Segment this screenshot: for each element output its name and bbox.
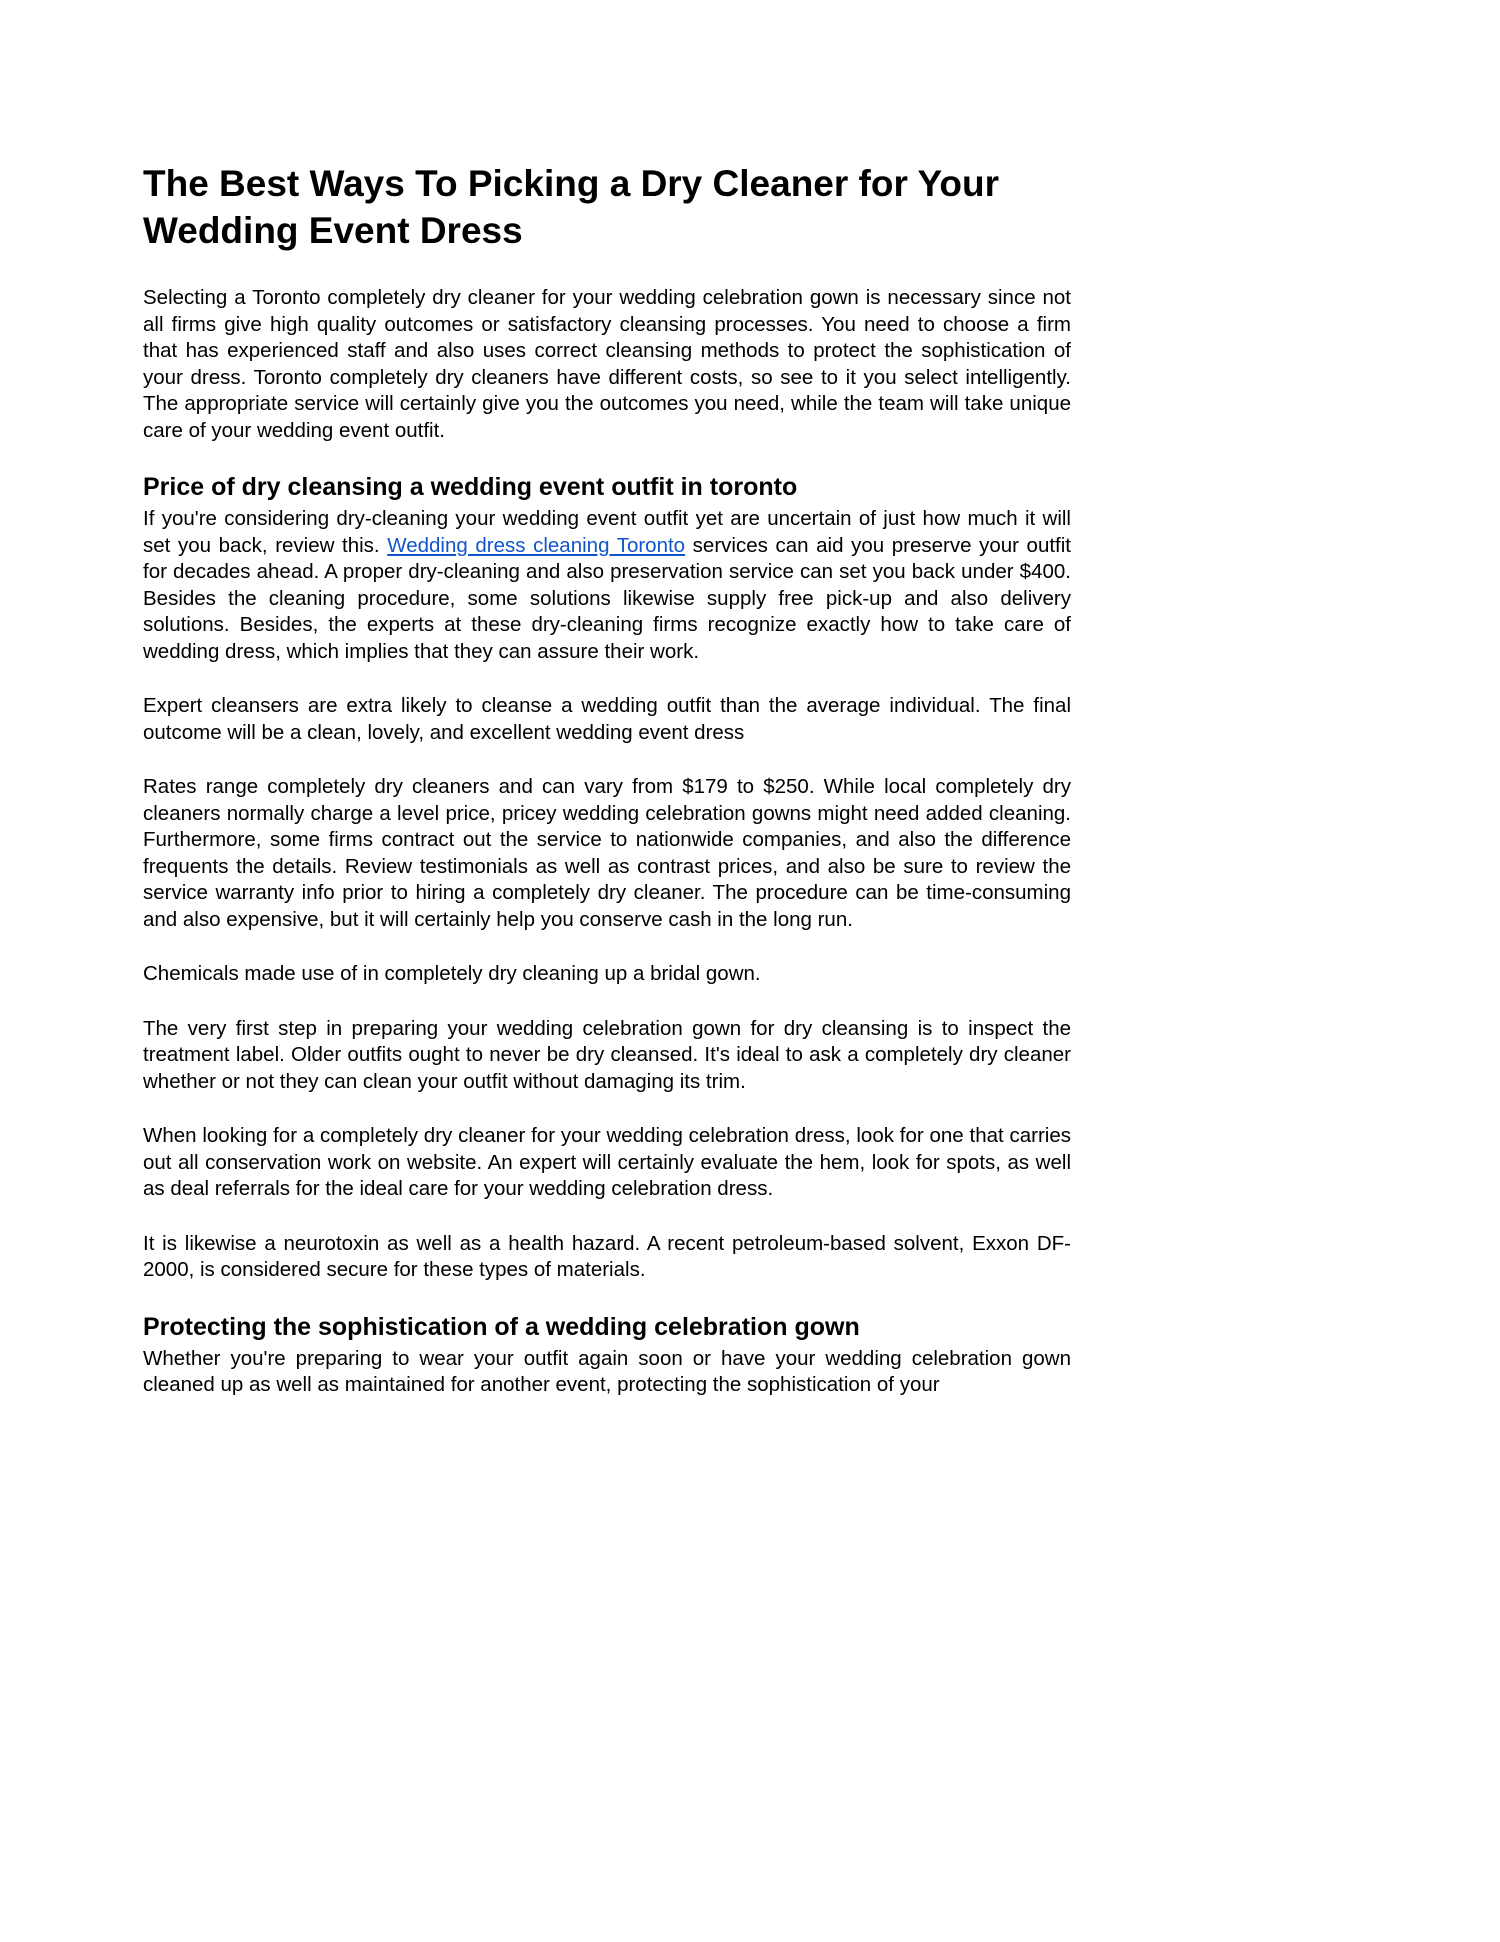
paragraph-conservation-work: When looking for a completely dry cleaner for your wedding celebration dress, look for one that carries out all conservation work on website. An expert will certainly evaluate the hem, look for spots, as well as deal referrals for the ideal care for your wedding celebration dress. (143, 1124, 1071, 1200)
section-heading-protecting: Protecting the sophistication of a wedding celebration gown (143, 1312, 860, 1341)
paragraph-cost-overview-before-link: If you're considering dry-cleaning your wedding event outfit yet are uncertain of just how much it will set you back, review this. (143, 507, 1071, 557)
paragraph-chemicals: Chemicals made use of in completely dry cleaning up a bridal gown. (143, 962, 761, 985)
wedding-dress-cleaning-toronto-link[interactable]: Wedding dress cleaning Toronto (387, 533, 686, 557)
paragraph-expert-cleansers: Expert cleansers are extra likely to cleanse a wedding outfit than the average individual. The final outcome will be a clean, lovely, and excellent wedding event dress (143, 694, 1071, 744)
paragraph-cost-overview (143, 506, 1071, 665)
paragraph-rates-range: Rates range completely dry cleaners and can vary from $179 to $250. While local completely dry cleaners normally charge a level price, pricey wedding celebration gowns might need added cleaning. Furthermore, some firms contract out the service to nationwide companies, and also the difference frequents the details. Review testimonials as well as contrast prices, and also be sure to review the service warranty info prior to hiring a completely dry cleaner. The procedure can be time-consuming and also expensive, but it will certainly help you conserve cash in the long run. (143, 775, 1071, 931)
section-heading-price: Price of dry cleansing a wedding event outfit in toronto (143, 473, 798, 501)
document-content (143, 160, 1071, 1399)
intro-paragraph: Selecting a Toronto completely dry cleaner for your wedding celebration gown is necessary since not all firms give high quality outcomes or satisfactory cleansing processes. You need to choose a firm that has experienced staff and also uses correct cleansing methods to protect the sophistication of your dress. Toronto completely dry cleaners have different costs, so see to it you select intelligently. The appropriate service will certainly give you the outcomes you need, while the team will take unique care of your wedding event outfit. (143, 286, 1071, 442)
paragraph-cost-overview-after-link: services can aid you preserve your outfit for decades ahead. A proper dry-cleaning and also preservation service can set you back under $400. Besides the cleaning procedure, some solutions likewise supply free pick-up and also delivery solutions. Besides, the experts at these dry-cleaning firms recognize exactly how to take care of wedding dress, which implies that they can assure their work. (143, 533, 1072, 663)
paragraph-protecting-intro: Whether you're preparing to wear your outfit again soon or have your wedding celebration gown cleaned up as well as maintained for another event, protecting the sophistication of your (143, 1346, 1071, 1396)
document-title: The Best Ways To Picking a Dry Cleaner for Your Wedding Event Dress (143, 163, 1000, 251)
paragraph-neurotoxin: It is likewise a neurotoxin as well as a health hazard. A recent petroleum-based solvent, Exxon DF-2000, is considered secure for these types of materials. (143, 1231, 1071, 1281)
paragraph-first-step: The very first step in preparing your wedding celebration gown for dry cleansing is to inspect the treatment label. Older outfits ought to never be dry cleansed. It's ideal to ask a completely dry cleaner whether or not they can clean your outfit without damaging its trim. (143, 1016, 1071, 1093)
